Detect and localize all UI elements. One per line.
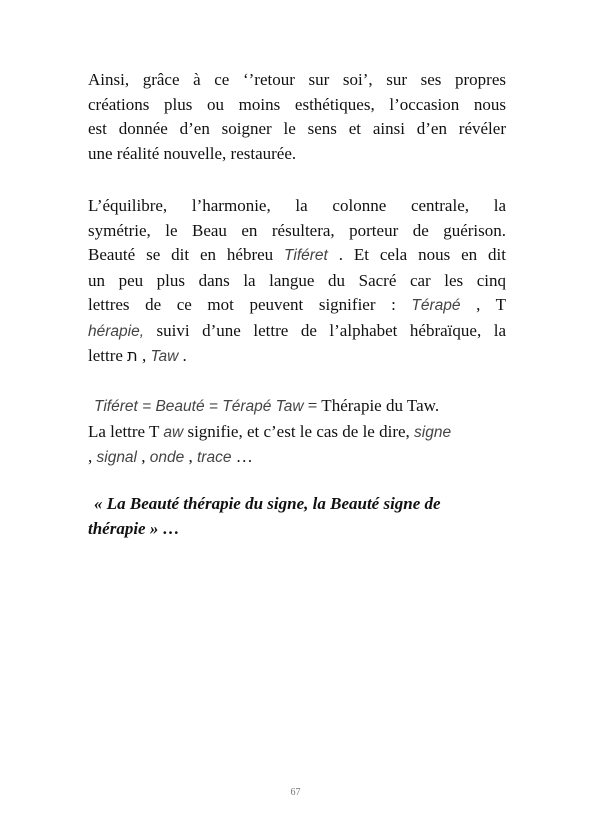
paragraph-3 xyxy=(88,394,506,471)
hebrew-letter-taw: ת xyxy=(127,346,138,365)
italic-word: trace xyxy=(196,449,232,466)
text-line: un peu plus dans la langue du Sacré car les cinq xyxy=(88,270,506,290)
text-line: « La Beauté thérapie du signe, la Beauté signe de xyxy=(94,494,441,513)
text-run: , xyxy=(184,447,197,466)
text-line: L’équilibre, l’harmonie, la colonne centrale, la xyxy=(88,196,506,215)
italic-word: onde xyxy=(149,449,185,466)
italic-word: signe xyxy=(414,423,452,441)
text-run: . xyxy=(178,346,187,365)
text-line: une réalité nouvelle, restaurée. xyxy=(88,143,297,163)
text-line xyxy=(88,445,506,471)
italic-word: hérapie, xyxy=(88,322,145,340)
text-line xyxy=(88,420,506,446)
text-run: lettre xyxy=(88,346,128,365)
italic-word: aw xyxy=(163,423,184,441)
text-line xyxy=(88,319,506,345)
text-line xyxy=(88,344,506,370)
text-run: suivi d’une lettre de l’alphabet hébraïque, la xyxy=(144,320,506,340)
text-line: symétrie, le Beau en résultera, porteur de guérison. xyxy=(88,220,506,240)
italic-word: Tiféret xyxy=(284,247,328,264)
text-run: , xyxy=(137,447,150,466)
text-line: est donnée d’en soigner le sens et ainsi d’en révéler xyxy=(88,119,506,138)
text-run: , xyxy=(137,346,151,365)
italic-word: Taw xyxy=(150,348,179,365)
italic-word: Térapé xyxy=(411,297,461,314)
text-run: lettres de ce mot peuvent signifier : xyxy=(88,295,412,314)
text-line xyxy=(88,293,506,319)
text-run: , T xyxy=(460,295,507,314)
quote-paragraph xyxy=(88,492,506,541)
text-run: signifie, et c’est le cas de le dire, xyxy=(183,421,415,441)
text-line: thérapie » … xyxy=(88,518,180,538)
italic-word: signal xyxy=(96,449,137,466)
text-run: … xyxy=(231,447,253,466)
paragraph-1 xyxy=(88,68,506,166)
text-line: Ainsi, grâce à ce ‘’retour sur soi’, sur ses propres xyxy=(88,70,506,89)
text-line xyxy=(88,243,506,269)
italic-equation: Tiféret = Beauté = Térapé Taw xyxy=(94,398,304,415)
text-run: Beauté se dit en hébreu xyxy=(88,245,285,264)
text-run: . Et cela nous en dit xyxy=(327,245,506,264)
paragraph-2 xyxy=(88,194,506,370)
page-number: 67 xyxy=(290,787,301,798)
text-run: , xyxy=(88,447,97,466)
text-line: créations plus ou moins esthétiques, l’occasion nous xyxy=(88,94,506,114)
text-run: = Thérapie du Taw. xyxy=(303,396,440,415)
text-run: La lettre T xyxy=(88,421,164,441)
text-line xyxy=(88,394,506,420)
